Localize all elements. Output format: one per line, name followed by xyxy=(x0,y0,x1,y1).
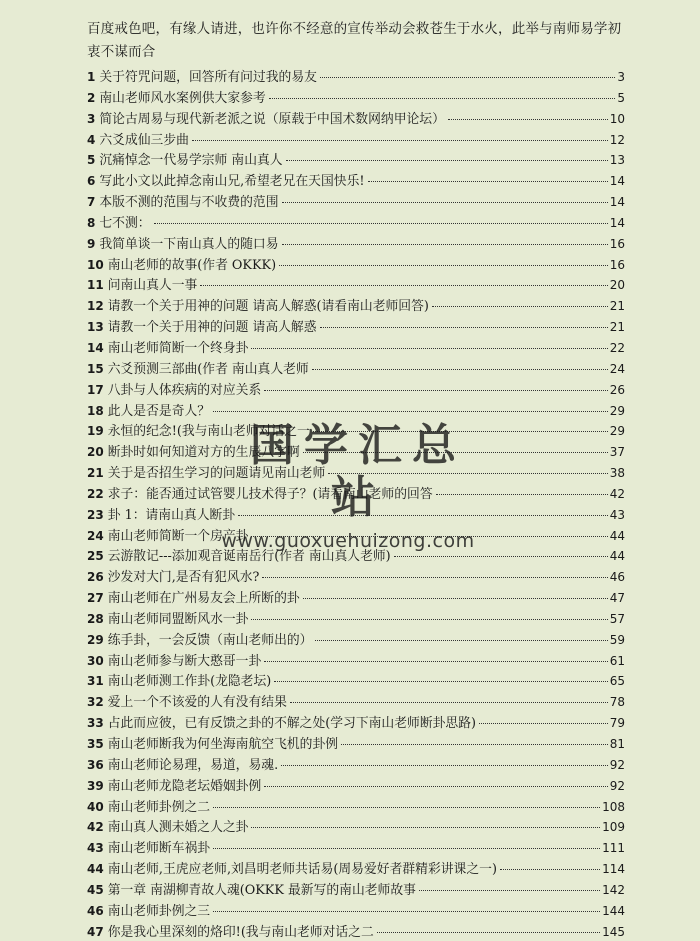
toc-entry-title: 断卦时如何知道对方的生辰八字啊 xyxy=(107,445,300,461)
toc-leader-dots xyxy=(282,202,608,203)
toc-entry[interactable] xyxy=(87,212,625,233)
toc-leader-dots xyxy=(394,556,608,557)
toc-leader-dots xyxy=(213,807,600,808)
toc-entry-title: 占此而应彼，已有反馈之卦的不解之处(学习下南山老师断卦思路) xyxy=(107,716,477,732)
toc-entry-title: 此人是否是奇人？ xyxy=(107,403,211,419)
toc-entry-title: 南山老师,王虎应老师,刘昌明老师共话易(周易爱好者群精彩讲课之一) xyxy=(107,862,497,878)
toc-entry[interactable] xyxy=(87,420,625,441)
toc-entry-page-number: 65 xyxy=(609,674,625,689)
toc-entry-number: 45 xyxy=(87,882,104,897)
toc-entry-title: 请教一个关于用神的问题 请高人解惑 xyxy=(107,320,317,336)
toc-entry-title: 练手卦，一会反馈（南山老师出的） xyxy=(107,632,313,648)
toc-entry-title: 六爻预测三部曲(作者 南山真人老师 xyxy=(107,361,309,377)
toc-entry[interactable] xyxy=(87,650,625,671)
toc-leader-dots xyxy=(281,765,608,766)
toc-entry-number: 24 xyxy=(87,528,104,543)
toc-entry[interactable] xyxy=(87,504,625,525)
toc-entry-title: 卦 1：请南山真人断卦 xyxy=(107,507,236,523)
toc-leader-dots xyxy=(213,911,600,912)
toc-entry-title: 关于是否招生学习的问题请见南山老师 xyxy=(107,466,326,482)
toc-entry-number: 11 xyxy=(87,278,104,293)
toc-leader-dots xyxy=(264,786,607,787)
toc-entry-number: 10 xyxy=(87,257,104,272)
toc-entry[interactable] xyxy=(87,691,625,712)
toc-entry-title: 南山老师测工作卦(龙隐老坛) xyxy=(107,674,272,690)
toc-entry[interactable] xyxy=(87,754,625,775)
toc-leader-dots xyxy=(192,140,608,141)
toc-entry[interactable] xyxy=(87,129,625,150)
toc-entry-page-number: 81 xyxy=(609,737,625,751)
toc-entry-page-number: 42 xyxy=(609,486,625,501)
toc-entry-number: 5 xyxy=(87,153,96,168)
toc-entry-number: 20 xyxy=(87,445,104,460)
toc-entry-title: 七不测： xyxy=(99,215,151,231)
toc-entry-page-number: 3 xyxy=(617,70,625,84)
toc-leader-dots xyxy=(320,327,608,328)
toc-entry[interactable] xyxy=(87,733,625,754)
toc-leader-dots xyxy=(500,869,600,870)
toc-entry-title: 简论古周易与现代新老派之说（原载于中国术数网纳甲论坛） xyxy=(99,111,445,127)
toc-entry-number: 28 xyxy=(87,611,104,626)
toc-leader-dots xyxy=(154,223,608,224)
watermark-url: www.guoxuehuizong.com xyxy=(221,530,475,552)
toc-entry-title: 永恒的纪念!(我与南山老师对话之一 xyxy=(107,424,310,440)
toc-leader-dots xyxy=(274,681,607,682)
toc-entry-page-number: 109 xyxy=(602,820,625,835)
toc-entry-title: 云游散记---添加观音诞南岳行(作者 南山真人老师) xyxy=(107,549,391,565)
toc-entry-title: 沙发对大门,是否有犯风水? xyxy=(107,570,260,586)
toc-entry-title: 南山老师卦例之二 xyxy=(107,799,211,815)
toc-entry-title: 南山老师龙隐老坛婚姻卦例 xyxy=(107,778,262,794)
toc-leader-dots xyxy=(251,619,607,620)
toc-entry-page-number: 78 xyxy=(609,695,625,710)
toc-leader-dots xyxy=(200,285,607,286)
toc-entry-number: 7 xyxy=(87,195,96,210)
toc-entry[interactable] xyxy=(87,191,625,212)
toc-entry-page-number: 144 xyxy=(602,903,625,918)
toc-entry[interactable] xyxy=(87,358,625,379)
toc-entry-number: 3 xyxy=(87,111,96,126)
toc-leader-dots xyxy=(303,598,608,599)
toc-entry-number: 25 xyxy=(87,549,104,564)
toc-entry-page-number: 21 xyxy=(609,320,625,335)
toc-entry-title: 求子：能否通过试管婴儿技术得子？(请看南山老师的回答 xyxy=(107,486,433,502)
toc-leader-dots xyxy=(419,890,600,891)
toc-entry-title: 南山老师的故事(作者 OKKK) xyxy=(107,257,277,273)
toc-entry-page-number: 20 xyxy=(609,278,625,293)
toc-entry-page-number: 21 xyxy=(609,299,625,314)
toc-leader-dots xyxy=(436,494,608,495)
toc-entry[interactable] xyxy=(87,379,625,400)
toc-entry-page-number: 14 xyxy=(609,195,625,210)
toc-entry-title: 南山老师简断一个终身卦 xyxy=(107,340,249,356)
toc-leader-dots xyxy=(313,431,608,432)
toc-leader-dots xyxy=(251,827,600,828)
toc-entry-title: 南山老师参与断大憨哥一卦 xyxy=(107,653,262,669)
toc-entry[interactable] xyxy=(87,462,625,483)
toc-entry-page-number: 46 xyxy=(609,570,625,585)
toc-entry-page-number: 16 xyxy=(609,236,625,251)
toc-entry-title: 南山真人测未婚之人之卦 xyxy=(107,820,249,836)
toc-entry-page-number: 16 xyxy=(609,257,625,272)
toc-entry-title: 我简单谈一下南山真人的随口易 xyxy=(99,236,279,252)
toc-entry-number: 39 xyxy=(87,778,104,793)
toc-entry-page-number: 114 xyxy=(602,862,625,877)
toc-entry-number: 40 xyxy=(87,799,104,814)
toc-entry[interactable] xyxy=(87,587,625,608)
toc-entry-page-number: 111 xyxy=(602,841,625,856)
watermark-text: 国学汇总站 xyxy=(250,420,466,523)
toc-entry-title: 请教一个关于用神的问题 请高人解惑(请看南山老师回答) xyxy=(107,299,429,315)
toc-entry-title: 南山老师断我为何坐海南航空飞机的卦例 xyxy=(107,737,339,752)
toc-leader-dots xyxy=(290,702,608,703)
toc-leader-dots xyxy=(264,661,607,662)
toc-entry[interactable] xyxy=(87,816,625,837)
toc-entry-title: 本版不测的范围与不收费的范围 xyxy=(99,195,279,211)
toc-entry[interactable] xyxy=(87,295,625,316)
toc-entry[interactable] xyxy=(87,796,625,817)
toc-entry[interactable] xyxy=(87,441,625,462)
toc-entry[interactable] xyxy=(87,858,625,879)
toc-entry-number: 44 xyxy=(87,862,104,877)
toc-entry-page-number: 29 xyxy=(609,403,625,418)
toc-entry-number: 46 xyxy=(87,903,104,918)
toc-entry-number: 36 xyxy=(87,757,104,772)
toc-entry-title: 问南山真人一事 xyxy=(107,278,198,294)
toc-entry-title: 南山老师断车祸卦 xyxy=(107,841,211,857)
toc-entry[interactable] xyxy=(87,775,625,796)
toc-entry[interactable] xyxy=(87,566,625,587)
toc-entry-number: 6 xyxy=(87,174,96,189)
toc-entry[interactable] xyxy=(87,629,625,650)
toc-leader-dots xyxy=(279,265,608,266)
toc-entry-number: 26 xyxy=(87,570,104,585)
toc-leader-dots xyxy=(368,181,608,182)
toc-entry-page-number: 44 xyxy=(609,528,625,543)
toc-entry-page-number: 142 xyxy=(602,882,625,897)
toc-entry[interactable] xyxy=(87,337,625,358)
toc-entry-title: 南山老师同盟断风水一卦 xyxy=(107,611,249,627)
toc-entry-title: 第一章 南湖柳青故人魂(OKKK 最新写的南山老师故事 xyxy=(107,882,416,898)
toc-leader-dots xyxy=(213,411,608,412)
toc-entry-page-number: 14 xyxy=(609,215,625,230)
toc-leader-dots xyxy=(251,536,607,537)
toc-leader-dots xyxy=(282,244,608,245)
toc-leader-dots xyxy=(479,723,608,724)
toc-leader-dots xyxy=(315,640,607,641)
toc-leader-dots xyxy=(269,98,616,99)
toc-entry[interactable] xyxy=(87,233,625,254)
toc-entry[interactable] xyxy=(87,837,625,858)
toc-entry-page-number: 5 xyxy=(617,90,625,105)
toc-entry-title: 八卦与人体疾病的对应关系 xyxy=(107,382,262,398)
toc-entry-title: 沉痛悼念一代易学宗师 南山真人 xyxy=(99,153,283,169)
toc-entry-number: 15 xyxy=(87,361,104,376)
toc-entry[interactable] xyxy=(87,545,625,566)
toc-entry-title: 南山老师卦例之三 xyxy=(107,903,211,919)
toc-entry-title: 写此小文以此掉念南山兄,希望老兄在天国快乐! xyxy=(99,174,365,190)
toc-entry-title: 关于符咒问题，回答所有问过我的易友 xyxy=(99,70,317,85)
table-of-contents xyxy=(87,66,625,941)
toc-entry-number: 29 xyxy=(87,632,104,647)
toc-entry-page-number: 92 xyxy=(609,778,625,793)
toc-entry[interactable] xyxy=(87,608,625,629)
toc-entry-page-number: 24 xyxy=(609,361,625,376)
toc-entry-title: 南山老师简断一个房产卦 xyxy=(107,528,249,544)
toc-entry-title: 六爻成仙三步曲 xyxy=(99,132,189,148)
toc-entry[interactable] xyxy=(87,274,625,295)
toc-entry-number: 43 xyxy=(87,841,104,856)
toc-entry-number: 4 xyxy=(87,132,96,147)
intro-text: 百度戒色吧，有缘人请进，也许你不经意的宣传举动会救苍生于水火，此举与南师易学初衷不谋而合 xyxy=(87,21,622,60)
toc-entry-page-number: 79 xyxy=(609,716,625,731)
toc-entry-number: 32 xyxy=(87,695,104,710)
toc-leader-dots xyxy=(303,452,608,453)
toc-entry-number: 18 xyxy=(87,403,104,418)
toc-entry-title: 南山老师论易理，易道，易魂. xyxy=(107,757,279,773)
toc-entry-page-number: 57 xyxy=(609,611,625,626)
toc-entry-title: 南山老师风水案例供大家参考 xyxy=(99,90,266,106)
toc-leader-dots xyxy=(432,306,608,307)
toc-entry-page-number: 22 xyxy=(609,340,625,355)
toc-entry[interactable] xyxy=(87,108,625,129)
toc-entry-page-number: 47 xyxy=(609,591,625,606)
toc-entry[interactable] xyxy=(87,670,625,691)
toc-entry-number: 35 xyxy=(87,737,104,751)
toc-entry[interactable] xyxy=(87,879,625,900)
toc-leader-dots xyxy=(262,577,607,578)
toc-leader-dots xyxy=(286,160,608,161)
toc-entry-page-number: 13 xyxy=(609,153,625,168)
toc-entry-number: 30 xyxy=(87,653,104,668)
toc-entry-page-number: 59 xyxy=(609,632,625,647)
toc-entry-number: 17 xyxy=(87,382,104,397)
toc-entry[interactable] xyxy=(87,400,625,421)
toc-entry-title: 爱上一个不该爱的人有没有结果 xyxy=(107,695,287,711)
toc-entry-title: 南山老师在广州易友会上所断的卦 xyxy=(107,591,300,607)
toc-entry-number: 9 xyxy=(87,236,96,251)
toc-entry[interactable] xyxy=(87,316,625,337)
toc-leader-dots xyxy=(320,77,615,78)
toc-entry-page-number: 10 xyxy=(609,111,625,126)
toc-leader-dots xyxy=(238,515,608,516)
toc-entry-page-number: 92 xyxy=(609,757,625,772)
toc-entry-page-number: 29 xyxy=(609,424,625,439)
toc-leader-dots xyxy=(312,369,608,370)
toc-entry-number: 42 xyxy=(87,820,104,835)
toc-entry-number: 14 xyxy=(87,340,104,355)
toc-entry-number: 23 xyxy=(87,507,104,522)
toc-entry-title: 你是我心里深刻的烙印!(我与南山老师对话之二 xyxy=(107,924,374,940)
toc-entry[interactable] xyxy=(87,87,625,108)
toc-leader-dots xyxy=(328,473,607,474)
toc-entry-page-number: 38 xyxy=(609,466,625,481)
toc-entry-page-number: 108 xyxy=(602,799,625,814)
toc-entry-number: 8 xyxy=(87,215,96,230)
toc-entry-number: 19 xyxy=(87,424,104,439)
toc-leader-dots xyxy=(377,932,600,933)
toc-entry-number: 1 xyxy=(87,70,96,84)
toc-entry[interactable] xyxy=(87,483,625,504)
toc-leader-dots xyxy=(264,390,607,391)
toc-entry[interactable] xyxy=(87,525,625,546)
toc-entry-page-number: 37 xyxy=(609,445,625,460)
toc-entry[interactable] xyxy=(87,712,625,733)
toc-entry-page-number: 44 xyxy=(609,549,625,564)
toc-entry-page-number: 14 xyxy=(609,174,625,189)
toc-entry-number: 13 xyxy=(87,320,104,335)
toc-entry[interactable] xyxy=(87,254,625,275)
toc-entry-number: 22 xyxy=(87,486,104,501)
toc-entry-number: 2 xyxy=(87,90,96,105)
toc-entry-page-number: 145 xyxy=(602,924,625,939)
toc-entry-number: 47 xyxy=(87,924,104,939)
toc-entry-number: 12 xyxy=(87,299,104,314)
toc-entry-number: 33 xyxy=(87,716,104,731)
toc-entry-page-number: 61 xyxy=(609,653,625,668)
toc-leader-dots xyxy=(251,348,607,349)
toc-entry-number: 21 xyxy=(87,466,104,481)
toc-entry-number: 27 xyxy=(87,591,104,606)
toc-leader-dots xyxy=(213,848,600,849)
toc-entry-number: 31 xyxy=(87,674,104,689)
toc-entry[interactable] xyxy=(87,900,625,921)
toc-entry[interactable] xyxy=(87,149,625,170)
toc-leader-dots xyxy=(341,744,608,745)
toc-entry-page-number: 43 xyxy=(609,507,625,522)
toc-entry[interactable] xyxy=(87,170,625,191)
toc-entry[interactable] xyxy=(87,66,625,87)
toc-entry-page-number: 12 xyxy=(609,132,625,147)
toc-leader-dots xyxy=(448,119,608,120)
toc-entry-page-number: 26 xyxy=(609,382,625,397)
